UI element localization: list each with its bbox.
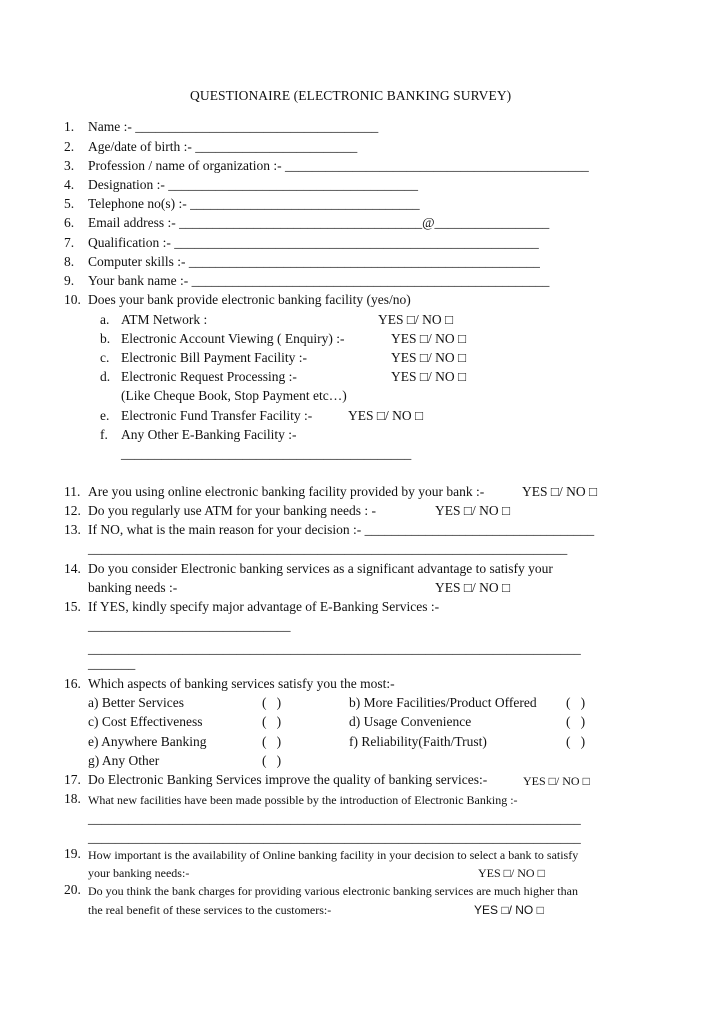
item-number: 9. [64, 273, 75, 288]
yes-no-checkbox[interactable]: YES □/ NO □ [391, 331, 467, 346]
option-anywhere-banking: e) Anywhere Banking [88, 734, 207, 749]
question-11-text: Are you using online electronic banking facility provided by your bank :- [88, 484, 485, 499]
option-letter: a. [100, 312, 110, 327]
question-14-text: Do you consider Electronic banking services as a significant advantage to satisfy your [88, 561, 553, 576]
item-number: 10. [64, 292, 81, 307]
option-letter: f. [100, 427, 108, 442]
option-any-other: g) Any Other [88, 753, 160, 768]
qualification-field-line: Qualification :- ______________________________________________________ [88, 235, 539, 250]
choice-box[interactable]: ( ) [262, 695, 282, 710]
computer-skills-field-line: Computer skills :- ____________________________________________________ [88, 254, 540, 269]
question-13-text: If NO, what is the main reason for your decision :- __________________________________ [88, 522, 595, 537]
yes-no-checkbox[interactable]: YES □/ NO □ [378, 312, 454, 327]
question-19-text-cont: your banking needs:- [88, 866, 190, 880]
designation-field-line: Designation :- _____________________________________ [88, 177, 418, 192]
choice-box[interactable]: ( ) [262, 753, 282, 768]
question-18-text: What new facilities have been made possible by the introduction of Electronic Banking :- [88, 793, 518, 807]
yes-no-checkbox[interactable]: YES □/ NO □ [522, 484, 598, 499]
option-fund-transfer: Electronic Fund Transfer Facility :- [121, 408, 313, 423]
choice-box[interactable]: ( ) [262, 714, 282, 729]
option-bill-payment: Electronic Bill Payment Facility :- [121, 350, 307, 365]
dob-field-line: Age/date of birth :- ________________________ [88, 139, 358, 154]
yes-no-checkbox[interactable]: YES □/ NO □ [474, 903, 544, 917]
item-number: 20. [64, 882, 81, 897]
item-number: 6. [64, 215, 75, 230]
question-12-text: Do you regularly use ATM for your banking needs : - [88, 503, 376, 518]
item-number: 2. [64, 139, 75, 154]
profession-field-line: Profession / name of organization :- _____________________________________________ [88, 158, 589, 173]
question-17-text: Do Electronic Banking Services improve the quality of banking services:- [88, 772, 488, 787]
item-number: 19. [64, 846, 81, 861]
answer-line: ______________________________ [88, 618, 291, 633]
item-number: 18. [64, 791, 81, 806]
choice-box[interactable]: ( ) [566, 714, 586, 729]
option-account-viewing: Electronic Account Viewing ( Enquiry) :- [121, 331, 345, 346]
choice-box[interactable]: ( ) [566, 695, 586, 710]
item-number: 11. [64, 484, 81, 499]
answer-line: _________________________________________________________________________ [88, 641, 581, 656]
item-number: 17. [64, 772, 81, 787]
choice-box[interactable]: ( ) [566, 734, 586, 749]
answer-line: _______ [88, 656, 136, 671]
item-number: 4. [64, 177, 75, 192]
telephone-field-line: Telephone no(s) :- __________________________________ [88, 196, 420, 211]
item-number: 1. [64, 119, 75, 134]
yes-no-checkbox[interactable]: YES □/ NO □ [435, 580, 511, 595]
option-usage-convenience: d) Usage Convenience [349, 714, 472, 729]
item-number: 8. [64, 254, 75, 269]
answer-line: _________________________________________________________________________ [88, 830, 581, 845]
option-letter: d. [100, 369, 111, 384]
question-10-text: Does your bank provide electronic banking facility (yes/no) [88, 292, 411, 307]
answer-line: ___________________________________________ [121, 446, 412, 461]
option-letter: e. [100, 408, 110, 423]
item-number: 13. [64, 522, 81, 537]
item-number: 16. [64, 676, 81, 691]
item-number: 14. [64, 561, 81, 576]
answer-line: _______________________________________________________________________ [88, 541, 568, 556]
item-number: 7. [64, 235, 75, 250]
option-cost-effectiveness: c) Cost Effectiveness [88, 714, 203, 729]
yes-no-checkbox[interactable]: YES □/ NO □ [523, 774, 590, 788]
bank-name-field-line: Your bank name :- _____________________________________________________ [88, 273, 550, 288]
option-letter: c. [100, 350, 110, 365]
yes-no-checkbox[interactable]: YES □/ NO □ [348, 408, 424, 423]
question-15-text: If YES, kindly specify major advantage of E-Banking Services :- [88, 599, 440, 614]
yes-no-checkbox[interactable]: YES □/ NO □ [391, 369, 467, 384]
option-atm-network: ATM Network : [121, 312, 208, 327]
question-19-text: How important is the availability of Online banking facility in your decision to select a bank to satisfy [88, 848, 579, 862]
yes-no-checkbox[interactable]: YES □/ NO □ [478, 866, 545, 880]
item-number: 3. [64, 158, 75, 173]
option-reliability: f) Reliability(Faith/Trust) [349, 734, 487, 749]
option-letter: b. [100, 331, 111, 346]
question-16-text: Which aspects of banking services satisfy you the most:- [88, 676, 395, 691]
answer-line: _________________________________________________________________________ [88, 811, 581, 826]
option-more-facilities: b) More Facilities/Product Offered [349, 695, 537, 710]
option-better-services: a) Better Services [88, 695, 184, 710]
choice-box[interactable]: ( ) [262, 734, 282, 749]
option-request-processing: Electronic Request Processing :- [121, 369, 297, 384]
option-any-other: Any Other E-Banking Facility :- [121, 427, 297, 442]
question-20-text: Do you think the bank charges for providing various electronic banking services are much higher than [88, 884, 578, 898]
item-number: 5. [64, 196, 75, 211]
item-number: 15. [64, 599, 81, 614]
option-request-note: (Like Cheque Book, Stop Payment etc…) [121, 388, 347, 403]
question-20-text-cont: the real benefit of these services to the customers:- [88, 903, 332, 917]
document-title: QUESTIONAIRE (ELECTRONIC BANKING SURVEY) [190, 88, 512, 103]
item-number: 12. [64, 503, 81, 518]
yes-no-checkbox[interactable]: YES □/ NO □ [435, 503, 511, 518]
yes-no-checkbox[interactable]: YES □/ NO □ [391, 350, 467, 365]
email-field-line: Email address :- ____________________________________@_________________ [88, 215, 550, 230]
question-14-text-cont: banking needs :- [88, 580, 178, 595]
name-field-line: Name :- ____________________________________ [88, 119, 379, 134]
